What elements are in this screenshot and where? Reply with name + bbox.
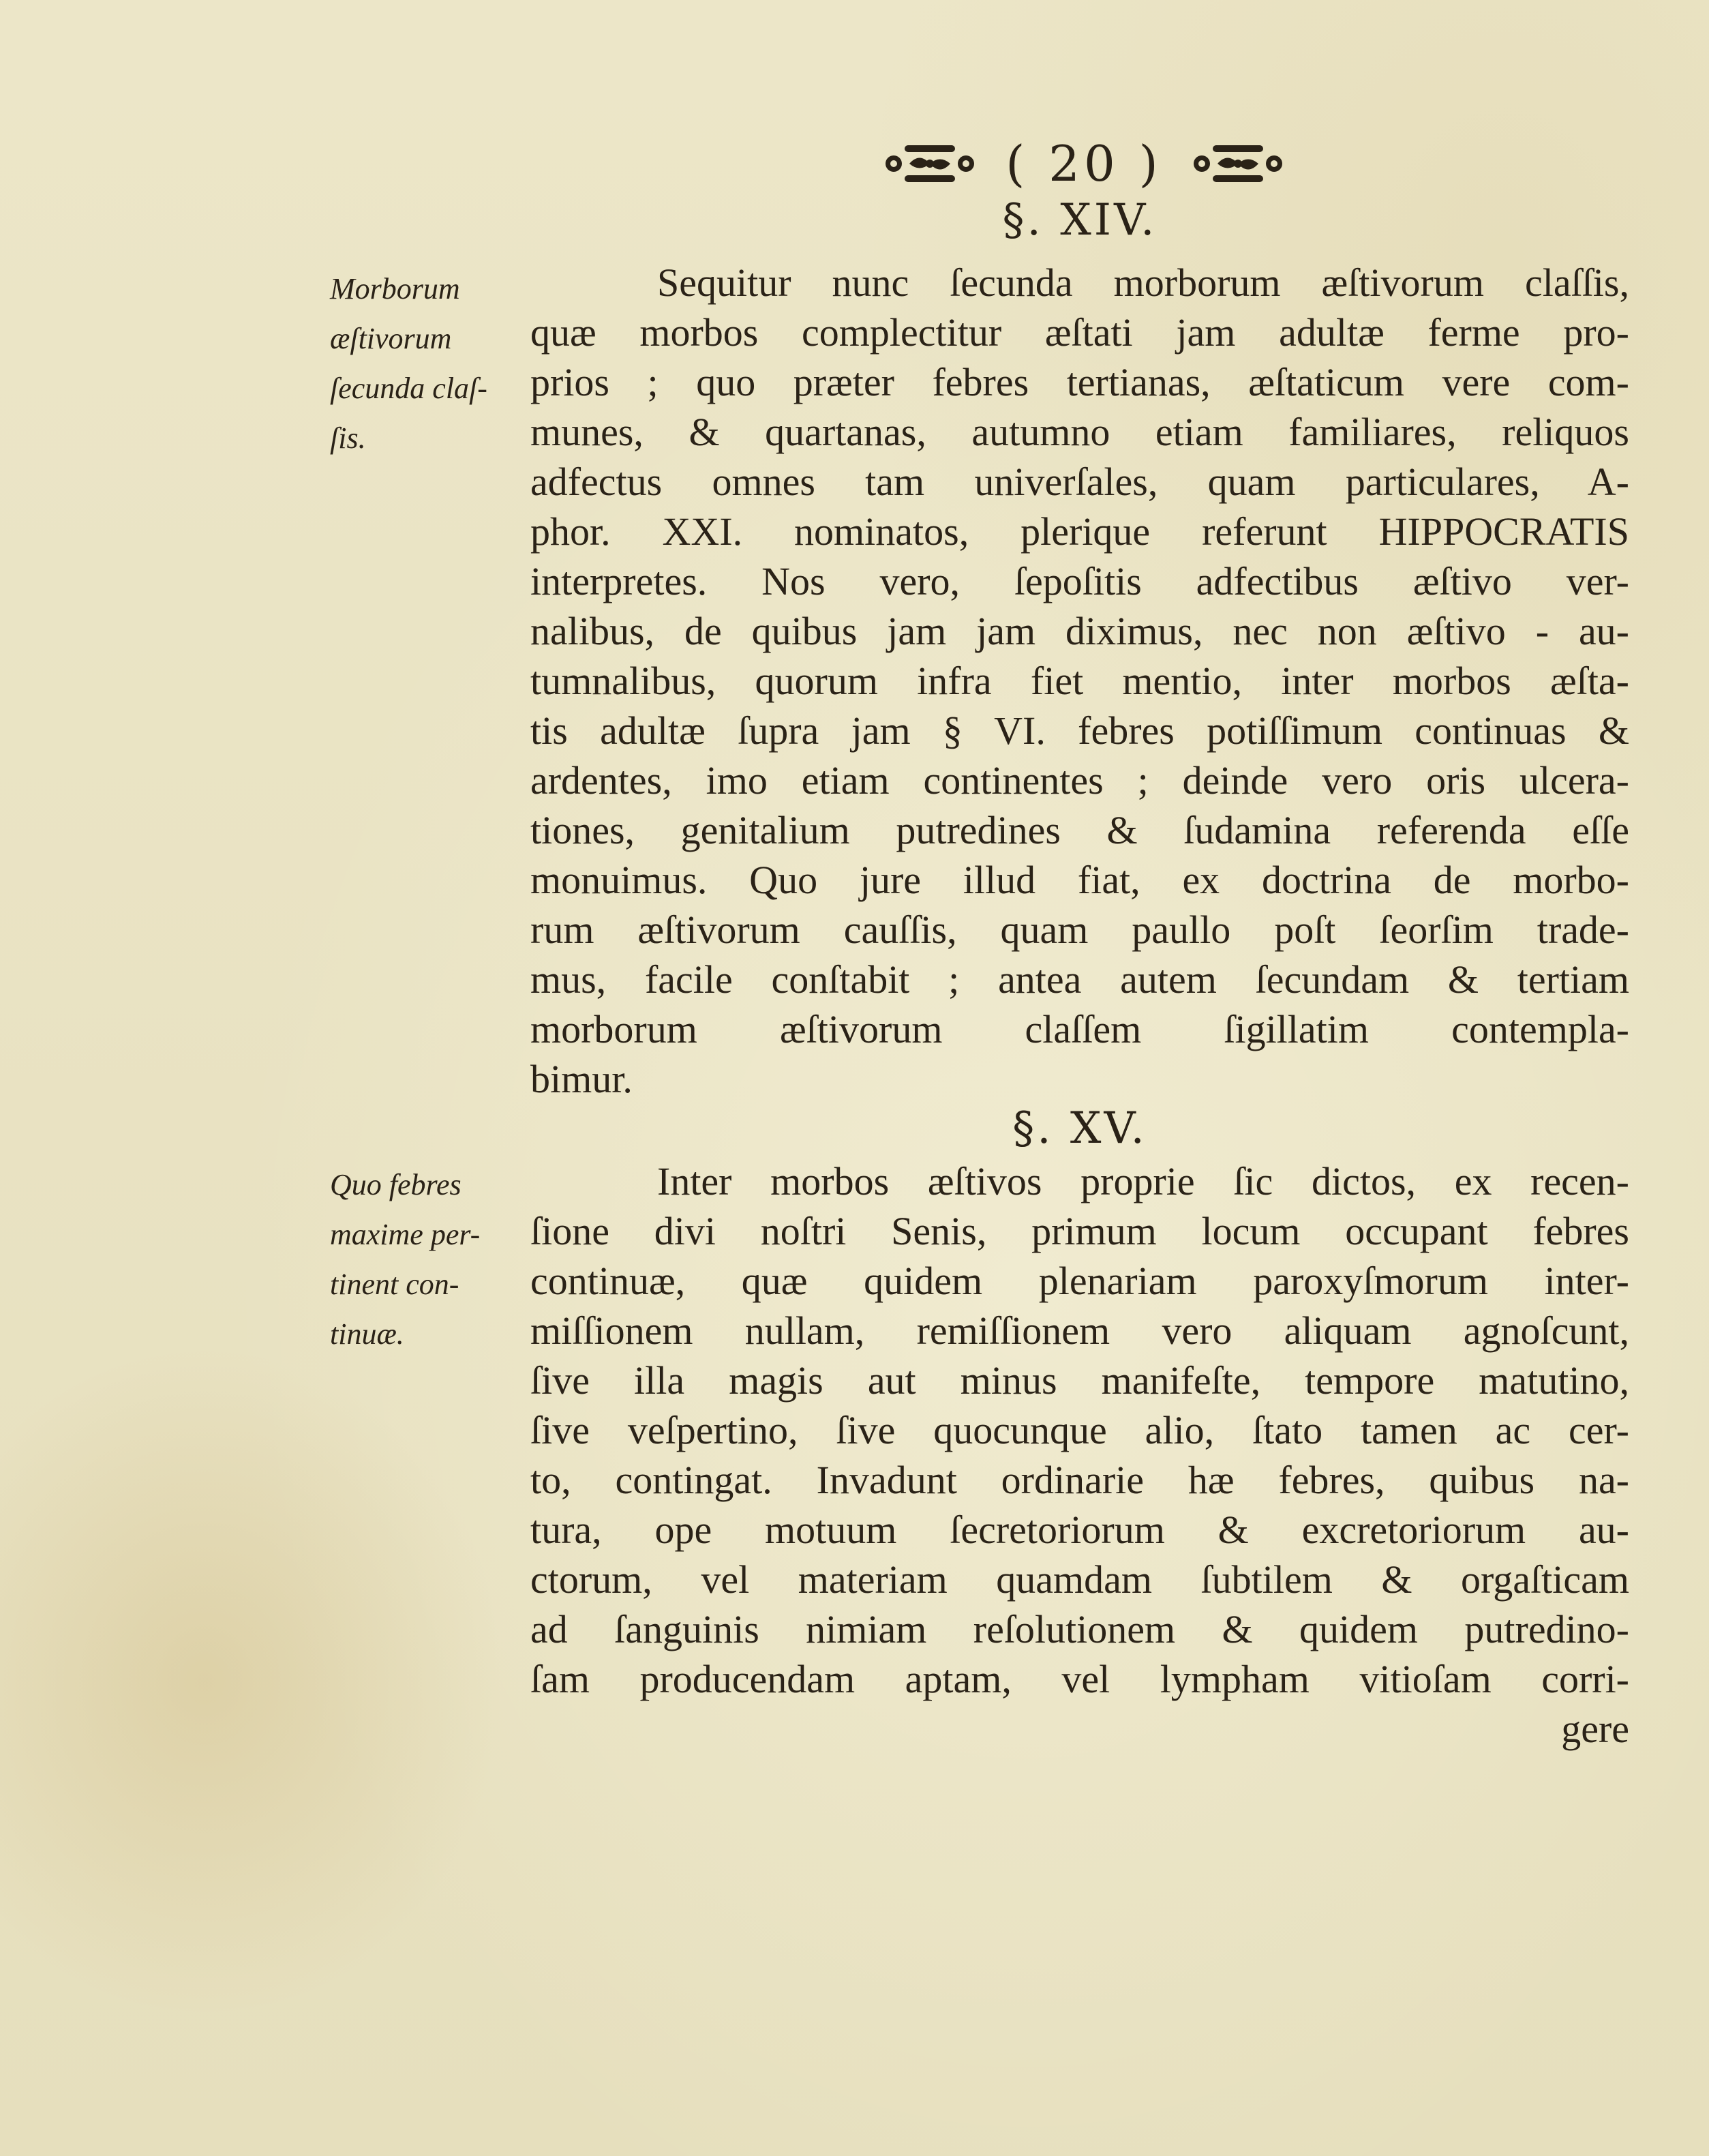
page-number: ( 20 ) bbox=[1005, 135, 1162, 192]
text-line: phor. XXI. nominatos, plerique referunt HIPPOCRATIS bbox=[530, 509, 1629, 554]
text-line: ſam producendam aptam, vel lympham vitioſam corri- bbox=[530, 1657, 1629, 1701]
catchword: gere bbox=[1561, 1707, 1629, 1751]
text-line: mus, facile conſtabit ; antea autem ſecundam & tertiam bbox=[530, 957, 1629, 1002]
text-line: Inter morbos æſtivos proprie ſic dictos, ex recen- bbox=[657, 1159, 1629, 1203]
text-line: monuimus. Quo jure illud fiat, ex doctrina de morbo- bbox=[530, 858, 1629, 902]
fleuron-ornament-left bbox=[879, 140, 981, 188]
margin-note-line: ſecunda claſ- bbox=[330, 372, 487, 405]
margin-note-line: Morborum bbox=[330, 272, 460, 305]
text-line: ad ſanguinis nimiam reſolutionem & quidem putredino- bbox=[530, 1607, 1629, 1651]
section-body-xiv bbox=[530, 258, 1629, 1104]
margin-note-line: tinent con- bbox=[330, 1268, 459, 1301]
text-line: nalibus, de quibus jam jam diximus, nec non æſtivo - au- bbox=[530, 609, 1629, 653]
text-line: tumnalibus, quorum infra fiet mentio, inter morbos æſta- bbox=[530, 659, 1629, 703]
fleuron-ornament-right bbox=[1187, 140, 1289, 188]
text-line: tis adultæ ſupra jam § VI. febres potiſſimum continuas & bbox=[530, 708, 1629, 753]
margin-note-line: ſis. bbox=[330, 421, 366, 455]
margin-note-line: maxime per- bbox=[330, 1218, 481, 1251]
margin-note-line: tinuæ. bbox=[330, 1317, 404, 1351]
text-line: ardentes, imo etiam continentes ; deinde vero oris ulcera- bbox=[530, 758, 1629, 803]
text-line: tura, ope motuum ſecretoriorum & excretoriorum au- bbox=[530, 1508, 1629, 1552]
section-heading-xiv: §. XIV. bbox=[1002, 195, 1158, 245]
section-body-xv bbox=[530, 1156, 1629, 1754]
text-line: tiones, genitalium putredines & ſudamina referenda eſſe bbox=[530, 808, 1629, 852]
text-line: continuæ, quæ quidem plenariam paroxyſmorum inter- bbox=[530, 1259, 1629, 1303]
text-line: adfectus omnes tam univerſales, quam particulares, A- bbox=[530, 460, 1629, 504]
text-line: quæ morbos complectitur æſtati jam adultæ ferme pro- bbox=[530, 310, 1629, 355]
text-line: morborum æſtivorum claſſem ſigillatim contempla- bbox=[530, 1007, 1629, 1051]
text-line: ſive veſpertino, ſive quocunque alio, ſtato tamen ac cer- bbox=[530, 1408, 1629, 1452]
text-line: ctorum, vel materiam quamdam ſubtilem & orgaſticam bbox=[530, 1557, 1629, 1602]
text-line: ſive illa magis aut minus manifeſte, tempore matutino, bbox=[530, 1358, 1629, 1403]
text-line: interpretes. Nos vero, ſepoſitis adfectibus æſtivo ver- bbox=[530, 559, 1629, 603]
text-line: to, contingat. Invadunt ordinarie hæ febres, quibus na- bbox=[530, 1458, 1629, 1502]
text-line: rum æſtivorum cauſſis, quam paullo poſt ſeorſim trade- bbox=[530, 908, 1629, 952]
section-heading-xv: §. XV. bbox=[1012, 1103, 1147, 1154]
text-line: ſione divi noſtri Senis, primum locum occupant febres bbox=[530, 1209, 1629, 1253]
text-line: miſſionem nullam, remiſſionem vero aliquam agnoſcunt, bbox=[530, 1308, 1629, 1353]
margin-note-line: æſtivorum bbox=[330, 322, 452, 355]
running-header bbox=[852, 130, 1316, 198]
text-line: munes, & quartanas, autumno etiam familiares, reliquos bbox=[530, 410, 1629, 454]
text-line: Sequitur nunc ſecunda morborum æſtivorum claſſis, bbox=[657, 260, 1629, 305]
text-line: prios ; quo præter febres tertianas, æſtaticum vere com- bbox=[530, 360, 1629, 404]
margin-note-line: Quo febres bbox=[330, 1168, 462, 1201]
margin-note-xiv bbox=[330, 269, 534, 468]
text-line: bimur. bbox=[530, 1057, 633, 1101]
margin-note-xv bbox=[330, 1165, 534, 1364]
